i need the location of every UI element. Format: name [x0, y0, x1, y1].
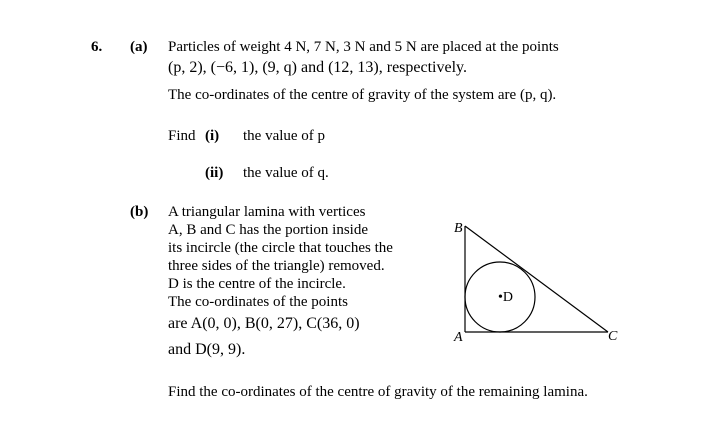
- sub-i-text: the value of p: [243, 128, 326, 144]
- sub-ii-label: (ii): [205, 165, 224, 181]
- side-bc: [465, 226, 608, 332]
- part-b-line-6: The co-ordinates of the points: [168, 294, 348, 310]
- part-a-line-3: The co-ordinates of the centre of gravity of the system are (p, q).: [168, 87, 557, 103]
- question-number: 6.: [91, 39, 103, 55]
- final-instruction: Find the co-ordinates of the centre of gravity of the remaining lamina.: [168, 384, 588, 400]
- centre-d-label: •D: [498, 290, 514, 305]
- part-b-line-5: D is the centre of the incircle.: [168, 276, 346, 292]
- triangle-diagram: [448, 218, 628, 348]
- part-b-line-7: are A(0, 0), B(0, 27), C(36, 0): [168, 315, 360, 332]
- part-b-line-2: A, B and C has the portion inside: [168, 222, 368, 238]
- vertex-b-label: B: [454, 221, 463, 236]
- part-b-label: (b): [130, 204, 149, 220]
- part-a-label: (a): [130, 39, 148, 55]
- part-b-line-3: its incircle (the circle that touches the: [168, 240, 393, 256]
- find-label: Find: [168, 128, 196, 144]
- sub-i-label: (i): [205, 128, 220, 144]
- vertex-a-label: A: [454, 330, 463, 345]
- part-b-line-1: A triangular lamina with vertices: [168, 204, 366, 220]
- part-a-line-1: Particles of weight 4 N, 7 N, 3 N and 5 N are placed at the points: [168, 39, 559, 55]
- part-b-line-8: and D(9, 9).: [168, 341, 246, 358]
- sub-ii-text: the value of q.: [243, 165, 329, 181]
- part-b-line-4: three sides of the triangle) removed.: [168, 258, 385, 274]
- vertex-c-label: C: [608, 329, 618, 344]
- part-a-line-2: (p, 2), (−6, 1), (9, q) and (12, 13), respectively.: [168, 59, 468, 76]
